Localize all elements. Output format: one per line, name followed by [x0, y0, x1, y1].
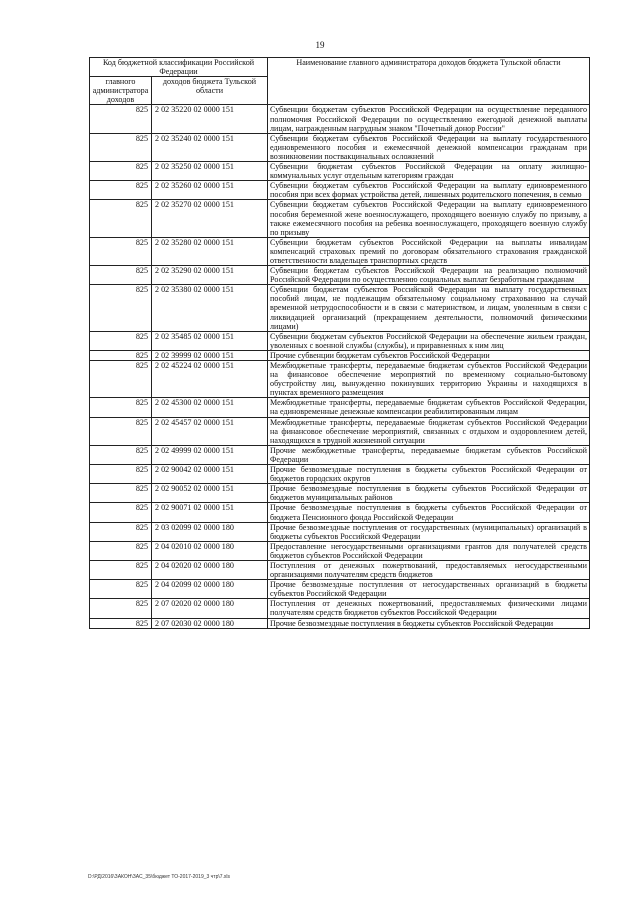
admin-code-cell: 825	[90, 398, 152, 417]
admin-code-cell: 825	[90, 503, 152, 522]
page-number: 19	[315, 40, 325, 50]
description-cell: Субвенции бюджетам субъектов Российской Федерации на реализацию полномочий Российской Федерации по осуществлению социальных выплат безработным гражданам	[268, 266, 590, 285]
admin-code-cell: 825	[90, 599, 152, 618]
admin-code-cell: 825	[90, 105, 152, 133]
table-body	[90, 105, 590, 628]
revenue-code-cell: 2 04 02099 02 0000 180	[152, 580, 268, 599]
revenue-code-cell: 2 07 02020 02 0000 180	[152, 599, 268, 618]
table-row	[90, 105, 590, 133]
description-cell: Прочие безвозмездные поступления в бюджеты субъектов Российской Федерации от бюджетов городских округов	[268, 465, 590, 484]
revenue-code-cell: 2 02 35280 02 0000 151	[152, 237, 268, 265]
revenue-code-cell: 2 04 02010 02 0000 180	[152, 541, 268, 560]
revenue-admin-table	[89, 57, 590, 629]
table-row	[90, 484, 590, 503]
description-cell: Прочие безвозмездные поступления в бюджеты субъектов Российской Федерации от бюджетов муниципальных районов	[268, 484, 590, 503]
table-row	[90, 580, 590, 599]
admin-code-cell: 825	[90, 266, 152, 285]
admin-code-cell: 825	[90, 580, 152, 599]
description-cell: Предоставление негосударственными организациями грантов для получателей средств бюджетов субъектов Российской Федерации	[268, 541, 590, 560]
revenue-code-cell: 2 02 35485 02 0000 151	[152, 331, 268, 350]
table-row	[90, 331, 590, 350]
revenue-code-cell: 2 02 35270 02 0000 151	[152, 200, 268, 237]
description-cell: Субвенции бюджетам субъектов Российской Федерации на выплаты инвалидам компенсаций страховых премий по договорам обязательного страхования гражданской ответственности владельцев транспортных средств	[268, 237, 590, 265]
revenue-code-cell: 2 02 35380 02 0000 151	[152, 285, 268, 331]
revenue-code-cell: 2 02 35240 02 0000 151	[152, 133, 268, 161]
description-cell: Субвенции бюджетам субъектов Российской Федерации на выплату единовременного пособия при всех формах устройства детей, лишенных родительского попечения, в семью	[268, 181, 590, 200]
revenue-code-cell: 2 02 90042 02 0000 151	[152, 465, 268, 484]
description-cell: Прочие безвозмездные поступления от государственных (муниципальных) организаций в бюджеты субъектов Российской Федерации	[268, 522, 590, 541]
admin-code-cell: 825	[90, 237, 152, 265]
table-row	[90, 618, 590, 628]
revenue-code-cell: 2 02 35250 02 0000 151	[152, 162, 268, 181]
table-row	[90, 285, 590, 331]
table-row	[90, 599, 590, 618]
table-row	[90, 350, 590, 360]
table-row	[90, 266, 590, 285]
admin-code-cell: 825	[90, 361, 152, 398]
revenue-code-cell: 2 02 45300 02 0000 151	[152, 398, 268, 417]
revenue-code-cell: 2 02 90052 02 0000 151	[152, 484, 268, 503]
admin-code-cell: 825	[90, 350, 152, 360]
header-budget-revenue: доходов бюджета Тульской области	[152, 77, 268, 105]
description-cell: Поступления от денежных пожертвований, предоставляемых негосударственными организациями получателям средств бюджетов	[268, 560, 590, 579]
header-code-group: Код бюджетной классификации Российской Федерации	[90, 58, 268, 77]
table-row	[90, 162, 590, 181]
header-main-admin: главного администратора доходов	[90, 77, 152, 105]
table-row	[90, 398, 590, 417]
revenue-code-cell: 2 02 35290 02 0000 151	[152, 266, 268, 285]
description-cell: Субвенции бюджетам субъектов Российской Федерации на осуществление переданного полномочия Российской Федерации по осуществлению ежегодной денежной выплаты лицам, награжденным нагрудным знаком "Почетный донор России"	[268, 105, 590, 133]
admin-code-cell: 825	[90, 162, 152, 181]
table-row	[90, 541, 590, 560]
table-row	[90, 522, 590, 541]
admin-code-cell: 825	[90, 417, 152, 445]
description-cell: Межбюджетные трансферты, передаваемые бюджетам субъектов Российской Федерации на финансовое обеспечение мероприятий по временному социально-бытовому обустройству лиц, вынужденно покинувших территорию Украины и находящихся в пунктах временного размещения	[268, 361, 590, 398]
table-row	[90, 181, 590, 200]
revenue-code-cell: 2 02 45457 02 0000 151	[152, 417, 268, 445]
table-row	[90, 445, 590, 464]
revenue-code-cell: 2 07 02030 02 0000 180	[152, 618, 268, 628]
revenue-code-cell: 2 02 90071 02 0000 151	[152, 503, 268, 522]
admin-code-cell: 825	[90, 445, 152, 464]
admin-code-cell: 825	[90, 541, 152, 560]
admin-code-cell: 825	[90, 618, 152, 628]
admin-code-cell: 825	[90, 200, 152, 237]
table-row	[90, 560, 590, 579]
description-cell: Субвенции бюджетам субъектов Российской Федерации на выплату государственных пособий лицам, не подлежащим обязательному социальному страхованию на случай временной нетрудоспособности и в связи с материнством, и лицам, уволенным в связи с ликвидацией организаций (прекращением деятельности, полномочий физическими лицами)	[268, 285, 590, 331]
description-cell: Межбюджетные трансферты, передаваемые бюджетам субъектов Российской Федерации на финансовое обеспечение мероприятий, связанных с отдыхом и оздоровлением детей, находящихся в трудной жизненной ситуации	[268, 417, 590, 445]
description-cell: Прочие межбюджетные трансферты, передаваемые бюджетам субъектов Российской Федерации	[268, 445, 590, 464]
description-cell: Поступления от денежных пожертвований, предоставляемых физическими лицами получателям средств бюджетов субъектов Российской Федерации	[268, 599, 590, 618]
admin-code-cell: 825	[90, 560, 152, 579]
description-cell: Прочие безвозмездные поступления в бюджеты субъектов Российской Федерации от бюджета Пенсионного фонда Российской Федерации	[268, 503, 590, 522]
revenue-code-cell: 2 04 02020 02 0000 180	[152, 560, 268, 579]
description-cell: Прочие безвозмездные поступления от негосударственных организаций в бюджеты субъектов Российской Федерации	[268, 580, 590, 599]
description-cell: Межбюджетные трансферты, передаваемые бюджетам субъектов Российской Федерации, на единовременные денежные компенсации реабилитированным лицам	[268, 398, 590, 417]
revenue-code-cell: 2 02 35220 02 0000 151	[152, 105, 268, 133]
footer-file-path: D:\РД\2016\ЗАКОН\ЗАС_35\бюджет ТО-2017-2019_3 чтр\7.xls	[88, 874, 231, 880]
description-cell: Субвенции бюджетам субъектов Российской Федерации на обеспечение жильем граждан, уволенных с военной службы (службы), и приравненных к ним лиц	[268, 331, 590, 350]
revenue-code-cell: 2 02 39999 02 0000 151	[152, 350, 268, 360]
admin-code-cell: 825	[90, 181, 152, 200]
table-row	[90, 237, 590, 265]
table-row	[90, 133, 590, 161]
admin-code-cell: 825	[90, 285, 152, 331]
admin-code-cell: 825	[90, 484, 152, 503]
description-cell: Субвенции бюджетам субъектов Российской Федерации на выплату государственного единовременного пособия и ежемесячной денежной компенсации гражданам при возникновении поствакцинальных осложнений	[268, 133, 590, 161]
description-cell: Прочие субвенции бюджетам субъектов Российской Федерации	[268, 350, 590, 360]
table-row	[90, 200, 590, 237]
revenue-code-cell: 2 03 02099 02 0000 180	[152, 522, 268, 541]
description-cell: Прочие безвозмездные поступления в бюджеты субъектов Российской Федерации	[268, 618, 590, 628]
table-header-row	[90, 58, 590, 77]
revenue-code-cell: 2 02 49999 02 0000 151	[152, 445, 268, 464]
table-row	[90, 417, 590, 445]
revenue-code-cell: 2 02 35260 02 0000 151	[152, 181, 268, 200]
admin-code-cell: 825	[90, 522, 152, 541]
header-name: Наименование главного администратора доходов бюджета Тульской области	[268, 58, 590, 105]
description-cell: Субвенции бюджетам субъектов Российской Федерации на выплату единовременного пособия беременной жене военнослужащего, проходящего военную службу по призыву, а также ежемесячного пособия на ребенка военнослужащего, проходящего военную службу по призыву	[268, 200, 590, 237]
description-cell: Субвенции бюджетам субъектов Российской Федерации на оплату жилищно-коммунальных услуг отдельным категориям граждан	[268, 162, 590, 181]
table-row	[90, 361, 590, 398]
admin-code-cell: 825	[90, 331, 152, 350]
revenue-code-cell: 2 02 45224 02 0000 151	[152, 361, 268, 398]
admin-code-cell: 825	[90, 465, 152, 484]
table-row	[90, 465, 590, 484]
admin-code-cell: 825	[90, 133, 152, 161]
table-row	[90, 503, 590, 522]
